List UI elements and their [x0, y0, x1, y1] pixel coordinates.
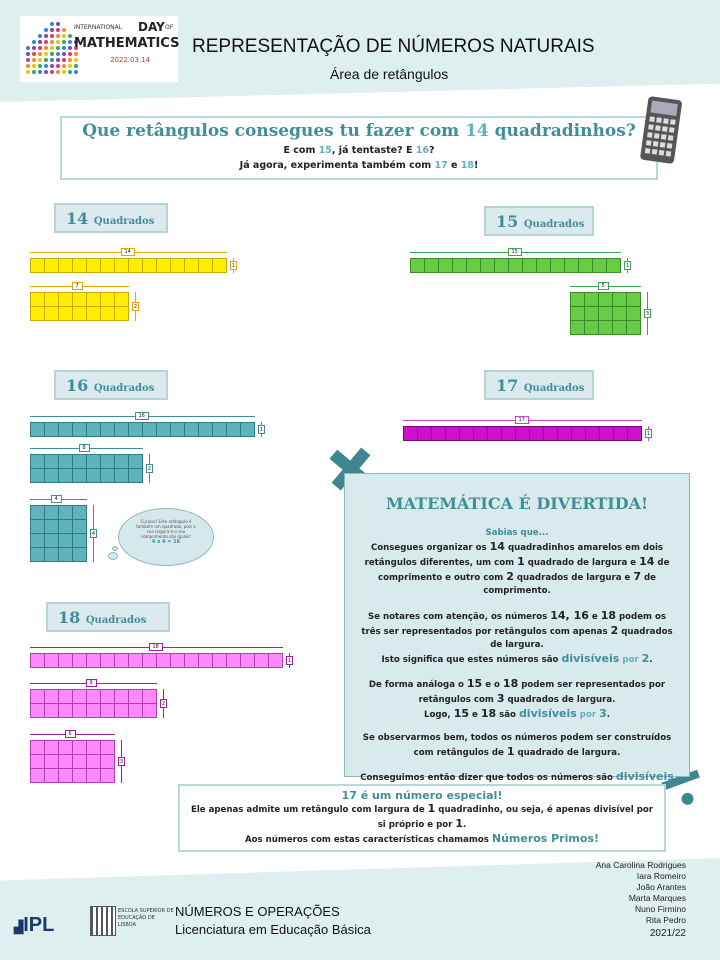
unit-square	[72, 768, 87, 783]
unit-square	[72, 519, 87, 534]
unit-square	[452, 258, 467, 273]
unit-square	[72, 468, 87, 483]
unit-square	[44, 505, 59, 520]
unit-square	[487, 426, 502, 441]
prime-title: 17 é um número especial!	[341, 789, 503, 802]
unit-square	[44, 468, 59, 483]
unit-square	[58, 468, 73, 483]
unit-square	[142, 653, 157, 668]
unit-square	[44, 547, 59, 562]
length-label: 5	[598, 282, 609, 290]
author-name: Marta Marques	[628, 893, 686, 903]
grid-row	[30, 689, 156, 703]
grid-row	[30, 454, 142, 468]
prime-number-box	[178, 784, 666, 852]
unit-square	[30, 653, 45, 668]
unit-square	[570, 320, 585, 335]
width-label: 2	[133, 303, 138, 310]
unit-square	[30, 703, 45, 718]
unit-square	[212, 258, 227, 273]
unit-square	[128, 703, 143, 718]
unit-square	[438, 258, 453, 273]
unit-square	[114, 689, 129, 704]
unit-square	[72, 754, 87, 769]
info-box	[344, 473, 690, 783]
grid-row	[30, 703, 156, 717]
authors-list	[596, 860, 686, 939]
unit-square	[156, 422, 171, 437]
unit-square	[100, 258, 115, 273]
unit-square	[44, 533, 59, 548]
unit-square	[592, 258, 607, 273]
unit-square	[410, 258, 425, 273]
unit-square	[226, 422, 241, 437]
unit-square	[473, 426, 488, 441]
unit-square	[114, 258, 129, 273]
unit-square	[480, 258, 495, 273]
grid-row	[30, 306, 128, 320]
page-subtitle: Área de retângulos	[330, 66, 449, 82]
logo-day: DAY	[138, 20, 165, 34]
unit-square	[170, 422, 185, 437]
calculator-icon	[638, 96, 684, 166]
unit-square	[599, 426, 614, 441]
grid-row	[570, 292, 640, 306]
unit-square	[459, 426, 474, 441]
tag-15-quadrados: 15 Quadrados	[484, 206, 594, 236]
unit-square	[564, 258, 579, 273]
unit-square	[114, 468, 129, 483]
rectangle-5x3	[570, 292, 640, 334]
unit-square	[30, 740, 45, 755]
esel-emblem-icon	[90, 906, 116, 936]
unit-square	[612, 292, 627, 307]
unit-square	[100, 768, 115, 783]
width-label: 3	[119, 758, 124, 765]
length-label: 7	[72, 282, 83, 290]
unit-square	[30, 505, 45, 520]
unit-square	[100, 422, 115, 437]
unit-square	[184, 653, 199, 668]
prime-line-1: Ele apenas admite um retângulo com largura de 1 quadradinho, ou seja, é apenas divisível por si próprio e por 1.	[190, 802, 654, 830]
unit-square	[170, 258, 185, 273]
unit-square	[128, 653, 143, 668]
unit-square	[100, 754, 115, 769]
unit-square	[100, 454, 115, 469]
unit-square	[100, 689, 115, 704]
unit-square	[100, 292, 115, 307]
unit-square	[72, 258, 87, 273]
tag-17-quadrados: 17 Quadrados	[484, 370, 594, 400]
unit-square	[570, 292, 585, 307]
unit-square	[403, 426, 418, 441]
unit-square	[254, 653, 269, 668]
unit-square	[198, 422, 213, 437]
cloud-equation: 4 x 4 = 16	[151, 539, 181, 545]
width-label: 2	[161, 700, 166, 707]
width-label: 1	[625, 262, 630, 269]
length-label: 4	[51, 495, 62, 503]
length-label: 9	[86, 679, 97, 687]
grid-row	[30, 754, 114, 768]
unit-square	[114, 306, 129, 321]
length-label: 6	[65, 730, 76, 738]
unit-square	[198, 653, 213, 668]
author-name: Iara Romeiro	[636, 871, 686, 881]
unit-square	[612, 306, 627, 321]
unit-square	[86, 754, 101, 769]
unit-square	[72, 422, 87, 437]
unit-square	[212, 422, 227, 437]
unit-square	[44, 422, 59, 437]
unit-square	[598, 306, 613, 321]
unit-square	[626, 320, 641, 335]
grid-row	[403, 426, 641, 440]
grid-row	[30, 533, 86, 547]
unit-square	[570, 306, 585, 321]
unit-square	[72, 292, 87, 307]
page-title: REPRESENTAÇÃO DE NÚMEROS NATURAIS	[192, 36, 595, 57]
unit-square	[44, 754, 59, 769]
rectangle-8x2	[30, 454, 142, 482]
unit-square	[536, 258, 551, 273]
grid-row	[30, 292, 128, 306]
author-name: Ana Carolina Rodrigues	[595, 860, 686, 870]
unit-square	[529, 426, 544, 441]
esel-logo-text: ESCOLA SUPERIOR DE EDUCAÇÃO DE LISBOA	[118, 908, 174, 928]
unit-square	[585, 426, 600, 441]
cloud-text: Curioso! Este retângulo é também um quadrado, pois a sua largura e o seu comprimento são iguais!	[136, 519, 196, 539]
unit-square	[100, 653, 115, 668]
length-label: 18	[149, 643, 163, 651]
width-label: 1	[259, 426, 264, 433]
unit-square	[240, 422, 255, 437]
unit-square	[128, 468, 143, 483]
unit-square	[72, 547, 87, 562]
unit-square	[86, 468, 101, 483]
rectangle-9x2	[30, 689, 156, 717]
unit-square	[72, 703, 87, 718]
unit-square	[598, 292, 613, 307]
grid-row	[570, 320, 640, 334]
unit-square	[156, 258, 171, 273]
rectangle-14x1	[30, 258, 226, 272]
curiosity-cloud	[118, 508, 214, 566]
unit-square	[58, 653, 73, 668]
unit-square	[571, 426, 586, 441]
unit-square	[86, 653, 101, 668]
unit-square	[58, 454, 73, 469]
tag-16-quadrados: 16 Quadrados	[54, 370, 168, 400]
unit-square	[114, 422, 129, 437]
rectangle-7x2	[30, 292, 128, 320]
tag-18-quadrados: 18 Quadrados	[46, 602, 170, 632]
width-label: 1	[646, 430, 651, 437]
unit-square	[598, 320, 613, 335]
unit-square	[58, 703, 73, 718]
unit-square	[44, 703, 59, 718]
unit-square	[44, 768, 59, 783]
unit-square	[86, 703, 101, 718]
grid-row	[410, 258, 620, 272]
rectangle-16x1	[30, 422, 254, 436]
unit-square	[72, 740, 87, 755]
unit-square	[550, 258, 565, 273]
unit-square	[44, 519, 59, 534]
unit-square	[86, 422, 101, 437]
unit-square	[584, 306, 599, 321]
footer-degree: Licenciatura em Educação Básica	[175, 922, 371, 937]
day-of-mathematics-logo	[20, 16, 178, 82]
width-label: 2	[147, 465, 152, 472]
unit-square	[86, 292, 101, 307]
unit-square	[128, 258, 143, 273]
unit-square	[44, 689, 59, 704]
width-label: 1	[231, 262, 236, 269]
rectangle-4x4	[30, 505, 86, 561]
unit-square	[58, 292, 73, 307]
prime-line-2: Aos números com estas características chamamos Números Primos!	[244, 832, 600, 845]
info-heading: MATEMÁTICA É DIVERTIDA!	[385, 494, 649, 513]
grid-row	[30, 258, 226, 272]
rectangle-15x1	[410, 258, 620, 272]
unit-square	[142, 703, 157, 718]
unit-square	[417, 426, 432, 441]
logo-of: OF	[165, 24, 174, 31]
unit-square	[58, 533, 73, 548]
unit-square	[58, 306, 73, 321]
unit-square	[44, 306, 59, 321]
unit-square	[44, 292, 59, 307]
unit-square	[100, 468, 115, 483]
rectangle-18x1	[30, 653, 282, 667]
tag-14-quadrados: 14 Quadrados	[54, 203, 168, 233]
unit-square	[30, 754, 45, 769]
unit-square	[72, 454, 87, 469]
grid-row	[30, 547, 86, 561]
unit-square	[86, 740, 101, 755]
grid-row	[570, 306, 640, 320]
logo-international: INTERNATIONAL	[74, 24, 123, 31]
unit-square	[627, 426, 642, 441]
thought-bubble-dot	[108, 552, 118, 560]
unit-square	[142, 258, 157, 273]
grid-row	[30, 740, 114, 754]
footer-course-title: NÚMEROS E OPERAÇÕES	[175, 904, 340, 919]
author-name: João Arantes	[636, 882, 686, 892]
grid-row	[30, 468, 142, 482]
width-label: 1	[287, 657, 292, 664]
year-label: 2021/22	[649, 928, 686, 939]
unit-square	[58, 754, 73, 769]
unit-square	[58, 768, 73, 783]
info-sabias: Sabias que...	[485, 528, 549, 538]
rectangle-6x3	[30, 740, 114, 782]
length-label: 14	[121, 248, 135, 256]
author-name: Rita Pedro	[645, 915, 686, 925]
unit-square	[142, 422, 157, 437]
unit-square	[58, 689, 73, 704]
question-line-2: Já agora, experimenta também com 17 e 18!	[239, 160, 479, 171]
unit-square	[198, 258, 213, 273]
unit-square	[584, 320, 599, 335]
unit-square	[30, 519, 45, 534]
unit-square	[515, 426, 530, 441]
question-box	[60, 116, 658, 180]
width-label: 3	[645, 310, 650, 317]
unit-square	[128, 689, 143, 704]
unit-square	[72, 689, 87, 704]
unit-square	[44, 454, 59, 469]
unit-square	[240, 653, 255, 668]
unit-square	[58, 547, 73, 562]
unit-square	[184, 258, 199, 273]
unit-square	[44, 258, 59, 273]
unit-square	[100, 740, 115, 755]
question-title: Que retângulos consegues tu fazer com 14 quadradinhos?	[82, 121, 636, 141]
unit-square	[114, 292, 129, 307]
unit-square	[128, 454, 143, 469]
unit-square	[612, 320, 627, 335]
info-paragraph-5: Conseguimos então dizer que todos os números são divisíveis	[360, 770, 674, 783]
length-label: 8	[79, 444, 90, 452]
unit-square	[86, 258, 101, 273]
unit-square	[226, 653, 241, 668]
width-label: 4	[91, 530, 96, 537]
unit-square	[44, 653, 59, 668]
info-paragraph-1: Consegues organizar os 14 quadradinhos amarelos em dois retângulos diferentes, um com 1 quadrado de largura e 14 de comprimento e outro com 2 quadrados de largura e 7 de comprimento.	[364, 540, 670, 596]
unit-square	[156, 653, 171, 668]
unit-square	[170, 653, 185, 668]
grid-row	[30, 768, 114, 782]
unit-square	[30, 533, 45, 548]
unit-square	[30, 768, 45, 783]
unit-square	[606, 258, 621, 273]
unit-square	[114, 454, 129, 469]
length-label: 15	[508, 248, 522, 256]
length-label: 16	[135, 412, 149, 420]
unit-square	[613, 426, 628, 441]
grid-row	[30, 519, 86, 533]
logo-date: 2022.03.14	[110, 56, 151, 64]
unit-square	[58, 505, 73, 520]
info-paragraph-3: De forma análoga o 15 e o 18 podem ser representados por retângulos com 3 quadrados de largura. Logo, 15 e 18 são divisíveis por 3.	[368, 677, 666, 720]
unit-square	[72, 533, 87, 548]
unit-square	[557, 426, 572, 441]
unit-square	[494, 258, 509, 273]
unit-square	[184, 422, 199, 437]
grid-row	[30, 422, 254, 436]
unit-square	[268, 653, 283, 668]
unit-square	[58, 740, 73, 755]
unit-square	[466, 258, 481, 273]
unit-square	[114, 703, 129, 718]
unit-square	[58, 258, 73, 273]
unit-square	[128, 422, 143, 437]
unit-square	[424, 258, 439, 273]
unit-square	[508, 258, 523, 273]
unit-square	[626, 306, 641, 321]
author-name: Nuno Firmino	[634, 904, 686, 914]
unit-square	[58, 519, 73, 534]
unit-square	[30, 468, 45, 483]
unit-square	[212, 653, 227, 668]
unit-square	[86, 689, 101, 704]
unit-square	[543, 426, 558, 441]
unit-square	[142, 689, 157, 704]
unit-square	[431, 426, 446, 441]
unit-square	[30, 454, 45, 469]
grid-row	[30, 505, 86, 519]
dot-pattern-icon	[22, 18, 82, 80]
unit-square	[626, 292, 641, 307]
rectangle-17x1	[403, 426, 641, 440]
ipl-logo: ▟IPL	[14, 914, 55, 936]
unit-square	[501, 426, 516, 441]
grid-row	[30, 653, 282, 667]
logo-mathematics: MATHEMATICS	[74, 36, 180, 51]
unit-square	[584, 292, 599, 307]
unit-square	[30, 306, 45, 321]
unit-square	[72, 505, 87, 520]
unit-square	[44, 740, 59, 755]
unit-square	[72, 306, 87, 321]
question-line-1: E com 15, já tentaste? E 16?	[283, 145, 435, 156]
unit-square	[100, 306, 115, 321]
unit-square	[30, 547, 45, 562]
unit-square	[30, 422, 45, 437]
unit-square	[86, 306, 101, 321]
info-paragraph-2: Se notares com atenção, os números 14, 16 e 18 podem os três ser representados por retângulos com apenas 2 quadrados de largura. Isto significa que estes números são divisíveis por 2.	[361, 609, 673, 665]
unit-square	[58, 422, 73, 437]
unit-square	[30, 689, 45, 704]
unit-square	[86, 454, 101, 469]
unit-square	[86, 768, 101, 783]
unit-square	[578, 258, 593, 273]
length-label: 17	[515, 416, 529, 424]
unit-square	[30, 292, 45, 307]
unit-square	[30, 258, 45, 273]
info-paragraph-4: Se observarmos bem, todos os números podem ser construídos com retângulos de 1 quadrado de largura.	[362, 733, 672, 758]
unit-square	[72, 653, 87, 668]
unit-square	[522, 258, 537, 273]
unit-square	[100, 703, 115, 718]
thought-bubble-dot-small	[112, 546, 118, 551]
unit-square	[114, 653, 129, 668]
unit-square	[445, 426, 460, 441]
